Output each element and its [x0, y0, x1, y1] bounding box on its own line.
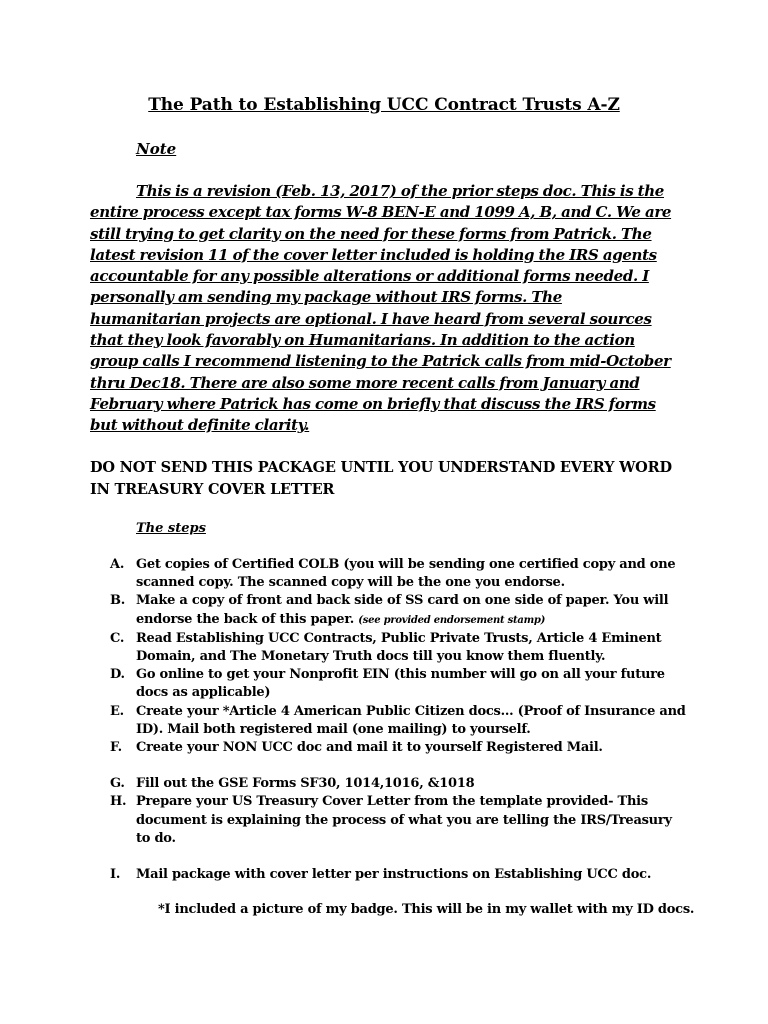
step-text: Prepare your US Treasury Cover Letter from the template provided- This document is explaining the process of what you are telling the IRS/Treasury to do.: [136, 794, 672, 846]
step-text: Create your NON UCC doc and mail it to yourself Registered Mail.: [136, 740, 603, 756]
step-letter: A.: [110, 557, 125, 572]
note-label: Note: [136, 140, 177, 158]
step-text: Mail package with cover letter per instructions on Establishing UCC doc.: [136, 867, 652, 883]
step-text: Read Establishing UCC Contracts, Public Private Trusts, Article 4 Eminent Domain, and The Monetary Truth docs till you know them fluently.: [136, 630, 662, 665]
list-item: [110, 866, 690, 884]
list-item: [110, 703, 690, 739]
list-item: [110, 739, 690, 757]
list-item: [110, 775, 690, 793]
step-letter: D.: [110, 667, 125, 683]
list-item: [110, 592, 690, 629]
step-letter: F.: [110, 740, 122, 756]
step-note: (see provided endorsement stamp): [358, 614, 546, 626]
step-letter: B.: [110, 593, 126, 609]
step-text: Create your *Article 4 American Public Citizen docs… (Proof of Insurance and ID). Mail both registered mail (one mailing) to yourself.: [136, 703, 686, 737]
step-text: Get copies of Certified COLB (you will be sending one certified copy and one scanned copy. The scanned copy will be the one you endorse.: [136, 557, 676, 591]
step-letter: I.: [110, 867, 121, 883]
footnote: *I included a picture of my badge. This will be in my wallet with my ID docs.: [158, 902, 695, 917]
list-item: [110, 666, 690, 702]
list-item: [110, 556, 690, 592]
step-letter: H.: [110, 794, 127, 810]
list-item: [110, 793, 690, 848]
step-letter: E.: [110, 703, 124, 719]
step-text: Go online to get your Nonprofit EIN (this number will go on all your future docs as applicable): [136, 667, 665, 701]
warning-text: DO NOT SEND THIS PACKAGE UNTIL YOU UNDERSTAND EVERY WORD IN TREASURY COVER LETTER: [90, 459, 672, 498]
step-letter: G.: [110, 776, 125, 792]
step-text: Fill out the GSE Forms SF30, 1014,1016, &1018: [136, 776, 475, 792]
step-letter: C.: [110, 630, 125, 646]
step-text: Make a copy of front and back side of SS card on one side of paper. You will endorse the back of this paper.: [136, 593, 669, 627]
note-body: This is a revision (Feb. 13, 2017) of the prior steps doc. This is the entire process except tax forms W-8 BEN-E and 1099 A, B, and C. We are still trying to get clarity on the need for these forms from Patrick. The latest revision 11 of the cover letter included is holding the IRS agents accountable for any possible alterations or additional forms needed. I personally am sending my package without IRS forms. The humanitarian projects are optional. I have heard from several sources that they look favorably on Humanitarians. In addition to the action group calls I recommend listening to the Patrick calls from mid-October thru Dec18. There are also some more recent calls from January and February where Patrick has come on briefly that discuss the IRS forms but without definite clarity.: [90, 182, 672, 435]
document-title: The Path to Establishing UCC Contract Trusts A-Z: [148, 95, 620, 115]
steps-list: [110, 556, 690, 884]
list-item: [110, 630, 690, 666]
steps-label: The steps: [136, 521, 206, 536]
